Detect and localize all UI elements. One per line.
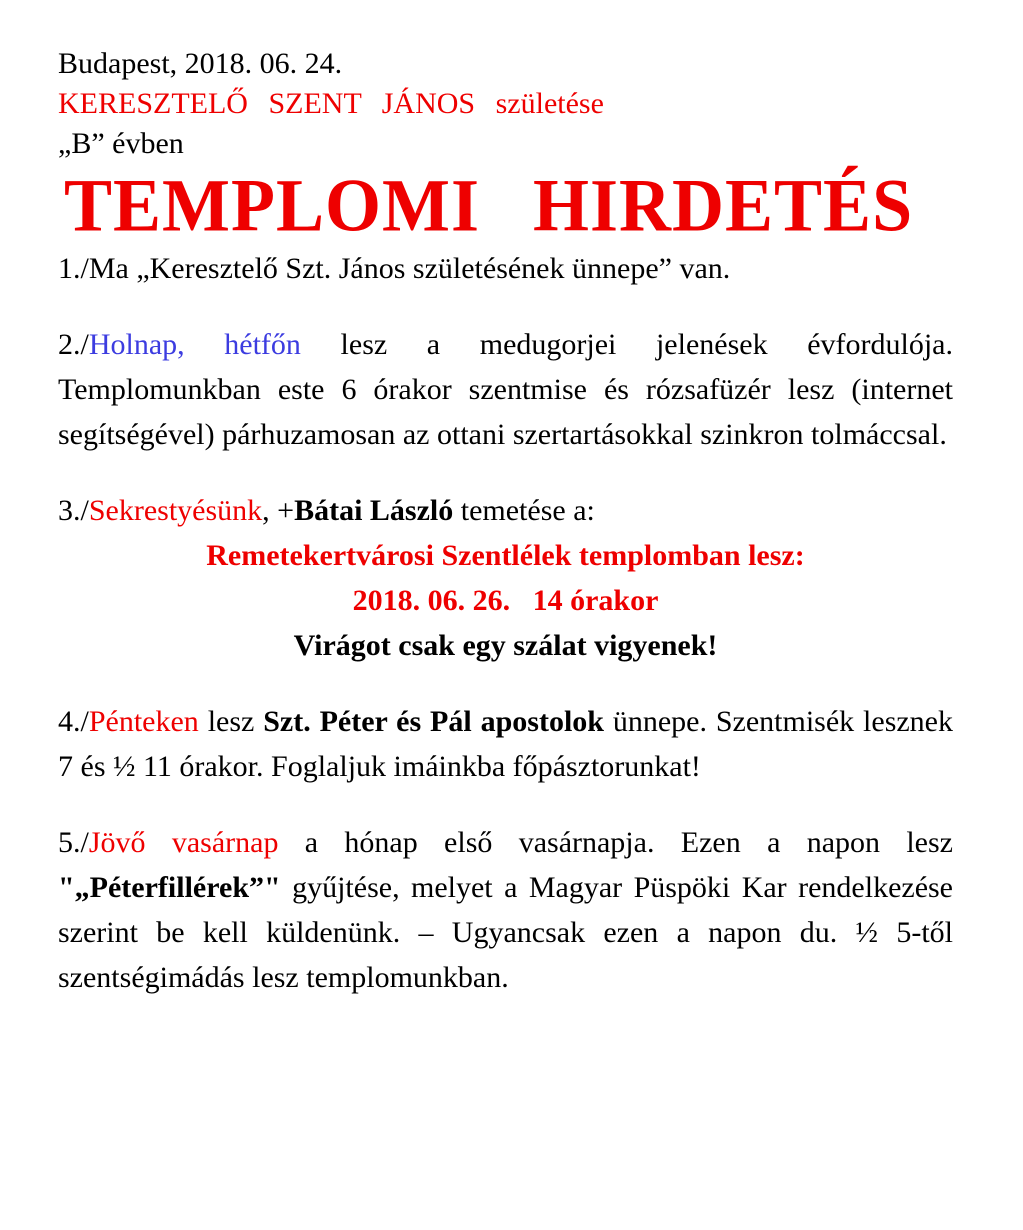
announcement-3-note-line: Virágot csak egy szálat vigyenek! [293, 629, 718, 662]
dateline: Budapest, 2018. 06. 24. [58, 47, 343, 80]
announcement-4-highlight: Pénteken [88, 705, 199, 738]
announcement-4-number: 4./ [58, 705, 89, 738]
announcement-3-mid: , + [262, 494, 295, 527]
announcement-3 [58, 488, 953, 668]
announcement-4-body: ünnepe. Szentmisék lesznek 7 és ½ 11 órakor. Foglaljuk imáinkba főpásztorunkat! [58, 705, 954, 783]
feast-line: KERESZTELŐ SZENT JÁNOS születése [58, 87, 604, 120]
announcement-3-location-line: Remetekertvárosi Szentlélek templomban lesz: [206, 539, 805, 572]
announcement-4-mid: lesz [198, 705, 264, 738]
announcement-4-feast-names: Szt. Péter és Pál apostolok [263, 705, 604, 738]
year-line: „B” évben [58, 127, 184, 160]
announcement-5-mid: a hónap első vasárnapja. Ezen a napon lesz [278, 826, 953, 859]
page-title: TEMPLOMI HIRDETÉS [64, 163, 914, 248]
announcement-3-rest: temetése a: [453, 494, 595, 527]
announcement-3-name: Bátai László [294, 494, 454, 527]
announcement-2-body: lesz a medugorjei jelenések évfordulója. Templomunkban este 6 órakor szentmise és rózsafüzér lesz (internet segítségével) párhuzamosan az ottani szertartásokkal szinkron tolmáccsal. [58, 328, 953, 451]
announcement-3-intro-line [58, 488, 953, 533]
announcement-2-number: 2./ [58, 328, 89, 361]
announcement-5-body: gyűjtése, melyet a Magyar Püspöki Kar rendelkezése szerint be kell küldenünk. – Ugyancsak ezen a napon du. ½ 5-től szentségimádás lesz templomunkban. [58, 871, 953, 994]
announcement-1-text: 1./Ma „Keresztelő Szt. János születésének ünnepe” van. [58, 252, 731, 285]
announcement-5-collection-name: "„Péterfillérek”" [58, 871, 281, 904]
announcement-5-number: 5./ [58, 826, 89, 859]
announcement-3-number: 3./ [58, 494, 89, 527]
announcement-5 [58, 820, 953, 1000]
announcement-5-highlight: Jövő vasárnap [88, 826, 279, 859]
announcement-2 [58, 322, 953, 457]
announcement-3-datetime-line: 2018. 06. 26. 14 órakor [352, 584, 659, 617]
announcement-2-highlight: Holnap, hétfőn [88, 328, 301, 361]
announcement-1 [58, 246, 953, 291]
announcement-4 [58, 699, 953, 789]
announcement-3-highlight: Sekrestyésünk [88, 494, 263, 527]
